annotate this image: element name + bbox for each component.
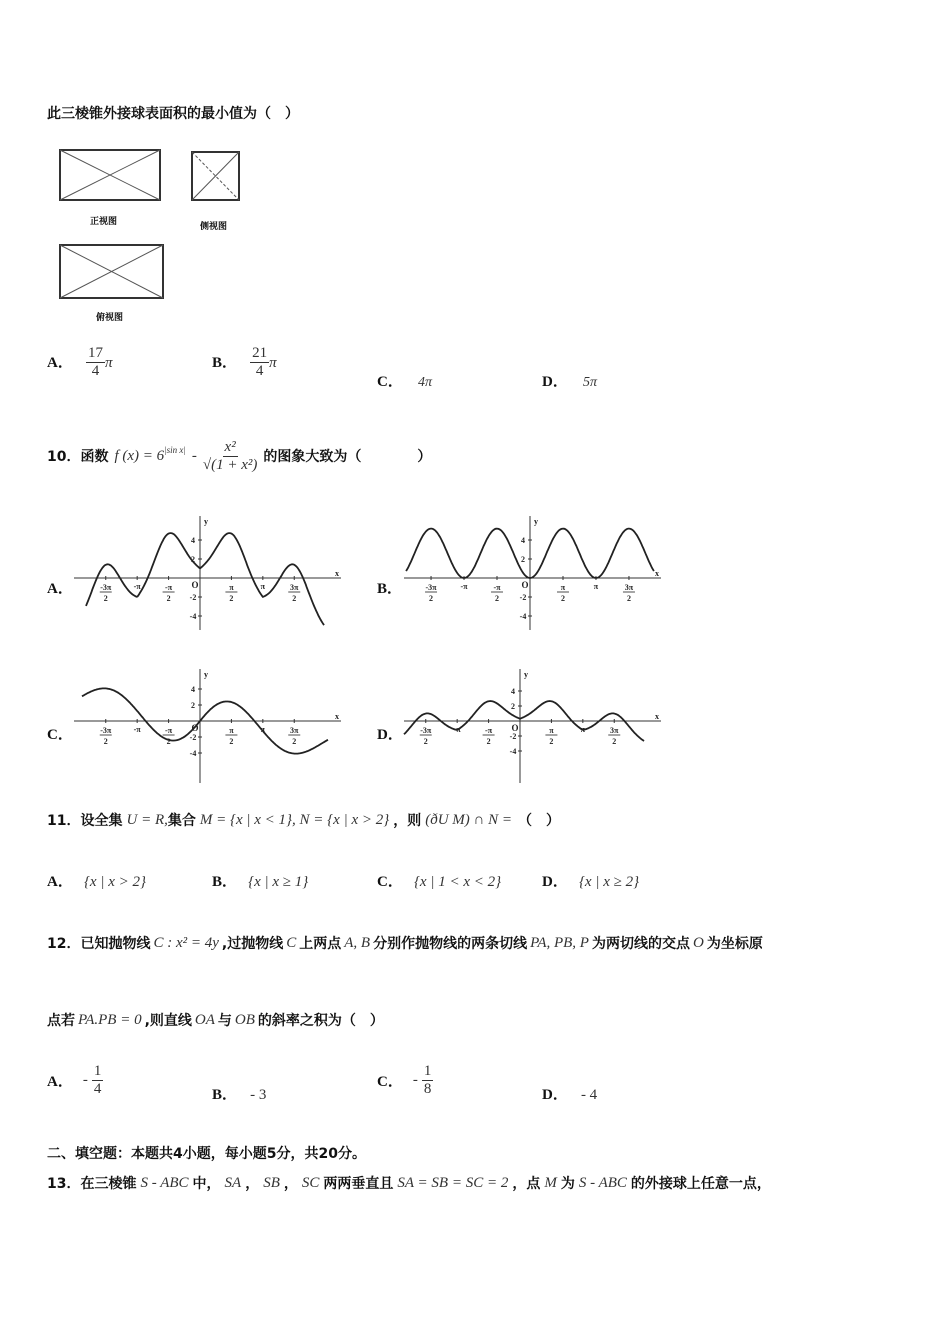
x-tick-label: -π: [460, 582, 468, 591]
y-axis-label: y: [524, 670, 528, 679]
question-number: 10．函数: [47, 449, 109, 465]
graph-d[interactable]: [400, 665, 665, 785]
text: 为: [560, 1176, 575, 1192]
y-tick-label: -2: [189, 733, 197, 742]
q9-option-b[interactable]: [212, 345, 277, 380]
minus-sign: -: [191, 447, 197, 464]
x-tick-label-num: -π: [485, 726, 493, 735]
x-tick-label-den: 2: [612, 737, 617, 746]
x-tick-label: π: [580, 725, 586, 734]
y-tick-label: 2: [191, 555, 195, 564]
then-word: ，则: [393, 813, 422, 829]
x-tick-label: -π: [133, 582, 141, 591]
text: 的斜率之积为（ ）: [257, 1013, 384, 1029]
origin-label: O: [191, 580, 199, 590]
graph-b[interactable]: [400, 512, 665, 632]
x-tick-label-den: 2: [423, 737, 428, 746]
graph-a[interactable]: [70, 512, 345, 632]
sets-label: 集合: [167, 813, 196, 829]
option-value: {x | x ≥ 2}: [578, 874, 640, 890]
q11-option-a[interactable]: [47, 870, 146, 891]
option-label: B．: [212, 874, 238, 890]
text: 为两切线的交点: [591, 936, 690, 952]
numerator: 1: [93, 1062, 102, 1079]
x-tick-label: π: [260, 582, 266, 591]
minus-sign: -: [82, 1071, 88, 1088]
fraction: [86, 345, 105, 380]
option-value: {x | 1 < x < 2}: [413, 874, 502, 890]
question-number: 12．已知抛物线: [47, 936, 151, 952]
text: 的外接球上任意一点，: [630, 1176, 771, 1192]
x-tick-label-den: 2: [486, 737, 491, 746]
question-number: 13．在三棱锥: [47, 1176, 137, 1192]
q9-option-d[interactable]: [542, 370, 597, 391]
option-value: {x | x ≥ 1}: [248, 874, 309, 890]
edge-equation: SA = SB = SC = 2: [397, 1174, 509, 1191]
denominator: 4: [255, 363, 264, 379]
x-axis-label: x: [335, 569, 339, 578]
x-tick-label-den: 2: [103, 594, 108, 603]
x-axis-label: x: [655, 569, 659, 578]
curve-symbol: C: [286, 934, 297, 951]
edge-sb: SB: [263, 1174, 280, 1191]
y-axis-label: y: [204, 517, 208, 526]
x-tick-label-num: -π: [165, 583, 173, 592]
fraction: [250, 345, 269, 380]
set-expression: (ðU M) ∩ N =: [425, 811, 513, 828]
x-tick-label-num: -3π: [425, 583, 437, 592]
x-tick-label-den: 2: [560, 594, 565, 603]
text: ,过抛物线: [221, 936, 284, 952]
x-tick-label-num: π: [229, 726, 234, 735]
q12-option-c[interactable]: [377, 1058, 433, 1102]
q12-option-b[interactable]: [212, 1083, 266, 1104]
edge-sa: SA: [224, 1174, 242, 1191]
option-value: - 4: [580, 1087, 598, 1103]
x-tick-label: π: [593, 582, 599, 591]
side-view: [192, 152, 239, 200]
point-m: M: [544, 1174, 557, 1191]
x-axis-label: x: [655, 712, 659, 721]
y-tick-label: 4: [191, 536, 195, 545]
side-view-caption: 侧视图: [200, 222, 228, 232]
pyramid-name: S - ABC: [140, 1174, 189, 1191]
q9-option-c[interactable]: [377, 370, 432, 391]
line-oa: OA: [194, 1011, 215, 1028]
y-tick-label: 2: [521, 555, 525, 564]
x-tick-label-num: π: [560, 583, 566, 592]
text: 与: [217, 1013, 232, 1029]
x-tick-label-num: π: [229, 583, 234, 592]
x-tick-label-num: -3π: [420, 726, 432, 735]
q11-option-c[interactable]: [377, 870, 501, 891]
y-tick-label: 4: [191, 685, 195, 694]
y-tick-label: -4: [189, 612, 197, 621]
denominator: √(1 + x²): [202, 456, 258, 473]
denominator: 4: [91, 363, 100, 379]
x-tick-label-num: -3π: [100, 726, 112, 735]
origin-label: O: [511, 723, 519, 733]
text: ，点: [512, 1176, 541, 1192]
y-tick-label: 2: [191, 701, 195, 710]
y-tick-label: 2: [511, 702, 515, 711]
x-tick-label-den: 2: [229, 594, 234, 603]
minus-sign: -: [412, 1071, 418, 1088]
origin-symbol: O: [692, 934, 704, 951]
x-tick-label-num: 3π: [610, 726, 619, 735]
set-definitions: M = {x | x < 1}, N = {x | x > 2}: [199, 811, 390, 828]
x-tick-label-den: 2: [229, 737, 234, 746]
line-ob: OB: [234, 1011, 255, 1028]
x-tick-label: -π: [453, 725, 461, 734]
x-tick-label: π: [260, 725, 266, 734]
option-label: C．: [377, 1073, 403, 1090]
edge-sc: SC: [301, 1174, 320, 1191]
top-view: [60, 245, 163, 298]
denominator: 8: [423, 1080, 432, 1097]
q13-stem: [47, 1168, 771, 1198]
x-tick-label: -π: [133, 725, 141, 734]
option-label: D．: [542, 374, 568, 390]
three-view-figure: [55, 145, 255, 330]
option-label: B．: [212, 1087, 238, 1103]
y-tick-label: -4: [519, 612, 527, 621]
option-label: C．: [377, 374, 403, 390]
front-view-caption: 正视图: [90, 217, 118, 227]
x-tick-label-den: 2: [292, 594, 297, 603]
y-tick-label: -2: [509, 732, 517, 741]
q12-stem-line1: [47, 928, 763, 958]
text: 上两点: [299, 936, 342, 952]
top-view-caption: 俯视图: [96, 313, 124, 323]
q9-option-a[interactable]: [47, 345, 112, 380]
x-tick-label-num: 3π: [290, 583, 299, 592]
option-value: 5π: [582, 375, 597, 390]
q10-option-d-label[interactable]: D．: [377, 727, 403, 743]
answer-paren: （ ）: [518, 813, 561, 829]
function-curve: [86, 533, 324, 625]
option-value: - 3: [250, 1087, 267, 1103]
text: 中，: [192, 1176, 221, 1192]
option-value: {x | x > 2}: [83, 874, 146, 890]
fraction: [92, 1063, 104, 1098]
x-tick-label-den: 2: [166, 737, 171, 746]
function-exponent: |sin x|: [164, 445, 186, 455]
universal-set: U = R,: [126, 811, 168, 828]
x-tick-label-num: -3π: [100, 583, 112, 592]
x-tick-label-den: 2: [292, 737, 297, 746]
option-label: B．: [212, 355, 238, 371]
q12-stem-line2: [47, 1005, 384, 1035]
x-axis-label: x: [335, 712, 339, 721]
option-value: 4π: [417, 375, 432, 390]
q11-option-b[interactable]: [212, 870, 308, 891]
denominator: 4: [93, 1080, 102, 1097]
x-tick-label-den: 2: [166, 594, 171, 603]
front-view: [60, 150, 160, 200]
y-tick-label: -2: [189, 593, 197, 602]
dot-product: PA.PB = 0: [78, 1011, 142, 1028]
text: 为坐标原: [706, 936, 763, 952]
text: 分别作抛物线的两条切线: [373, 936, 528, 952]
text: 点若: [47, 1013, 75, 1029]
section-heading: 二、填空题：本题共4小题，每小题5分，共20分。: [47, 1146, 366, 1162]
question-number: 11．设全集: [47, 813, 123, 829]
x-tick-label-den: 2: [495, 594, 500, 603]
numerator: 21: [252, 345, 268, 361]
comma: ，: [283, 1176, 298, 1192]
stem-tail: 的图象大致为（ ）: [263, 449, 432, 465]
q9-stem: 此三棱锥外接球表面积的最小值为（ ）: [47, 106, 299, 122]
pyramid-name: S - ABC: [578, 1174, 627, 1191]
y-axis-label: y: [204, 670, 208, 679]
x-tick-label-den: 2: [103, 737, 108, 746]
x-tick-label-num: -π: [493, 583, 501, 592]
option-label: D．: [542, 1087, 568, 1103]
numerator: 1: [423, 1062, 432, 1079]
pi-symbol: π: [104, 355, 113, 371]
y-tick-label: 4: [521, 536, 525, 545]
x-tick-label-den: 2: [429, 594, 434, 603]
x-tick-label-den: 2: [549, 737, 554, 746]
q11-stem: [47, 805, 560, 835]
y-axis-label: y: [534, 517, 538, 526]
x-tick-label-num: 3π: [624, 583, 634, 592]
q12-option-d[interactable]: [542, 1083, 597, 1104]
option-label: C．: [377, 874, 403, 890]
y-tick-label: -4: [509, 747, 517, 756]
numerator: 17: [87, 345, 103, 361]
y-tick-label: -2: [519, 593, 527, 602]
y-tick-label: 4: [511, 687, 515, 696]
x-tick-label-num: 3π: [290, 726, 299, 735]
q12-option-a[interactable]: [47, 1058, 103, 1102]
function-fraction: [203, 439, 258, 474]
tangent-lines: PA, PB, P: [530, 934, 589, 951]
origin-label: O: [191, 723, 199, 733]
option-label: A．: [47, 1073, 73, 1090]
option-label: D．: [542, 874, 568, 890]
x-tick-label-num: -π: [165, 726, 173, 735]
fraction: [422, 1063, 434, 1098]
function-lhs: f (x) = 6: [114, 447, 165, 464]
y-tick-label: -4: [189, 749, 197, 758]
q10-stem: [47, 428, 431, 484]
text: ,则直线: [144, 1013, 192, 1029]
option-label: A．: [47, 874, 73, 890]
points-ab: A, B: [344, 934, 371, 951]
pi-symbol: π: [269, 355, 277, 371]
graph-c[interactable]: [70, 665, 345, 785]
origin-label: O: [521, 580, 529, 590]
q10-option-b-label[interactable]: B．: [377, 581, 403, 597]
comma: ，: [245, 1176, 260, 1192]
numerator: x²: [224, 438, 236, 455]
parabola-equation: C : x² = 4y: [153, 934, 219, 951]
x-tick-label-den: 2: [626, 594, 631, 603]
q10-option-c-label[interactable]: C．: [47, 727, 73, 743]
x-tick-label-num: π: [549, 726, 554, 735]
q10-option-a-label[interactable]: A．: [47, 581, 73, 597]
text: 两两垂直且: [323, 1176, 394, 1192]
q11-option-d[interactable]: [542, 870, 639, 891]
option-label: A．: [47, 355, 73, 371]
